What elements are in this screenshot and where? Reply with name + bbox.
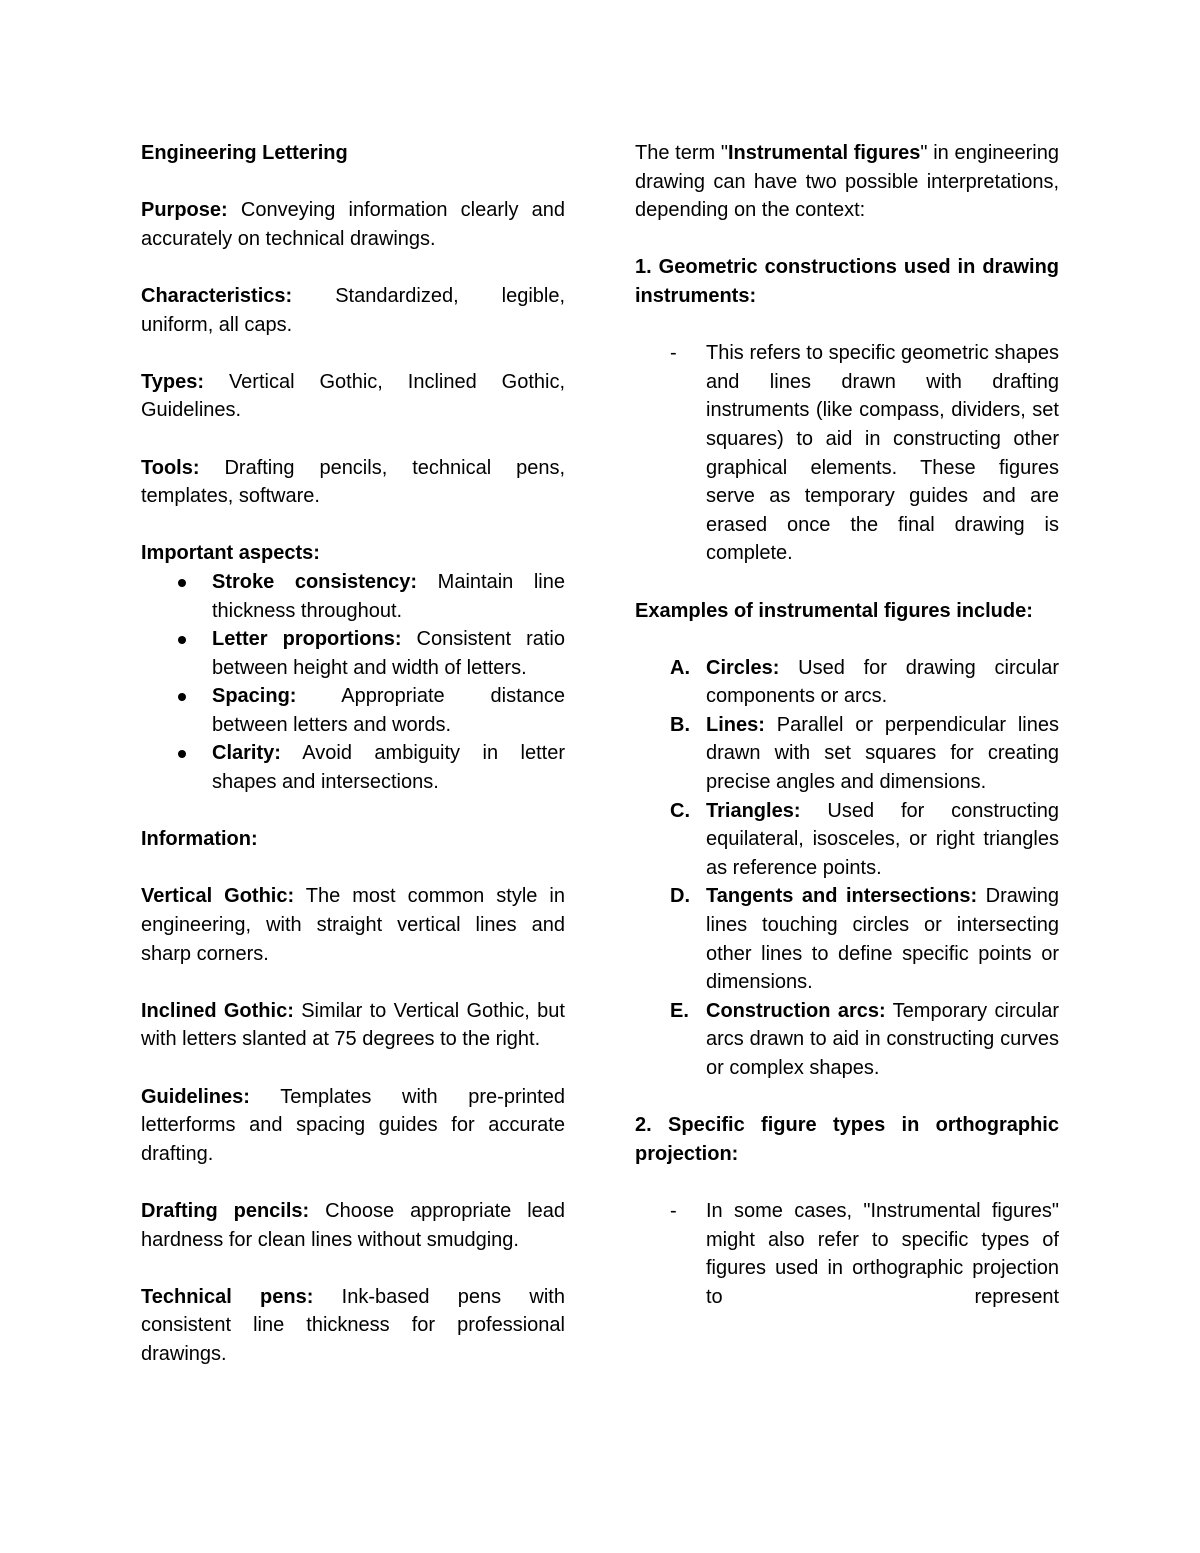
bullet-icon bbox=[178, 579, 186, 587]
aspect-item: Letter proportions: Consistent ratio between height and width of letters. bbox=[141, 625, 565, 682]
info-paragraph: Drafting pencils: Choose appropriate lead hardness for clean lines without smudging. bbox=[141, 1199, 566, 1251]
characteristics-paragraph: Characteristics: Standardized, legible, uniform, all caps. bbox=[141, 284, 566, 336]
section2-heading: 2. Specific figure types in orthographic projection: bbox=[635, 1114, 1059, 1165]
example-item: D. Tangents and intersections: Drawing lines touching circles or intersecting other lines to define specific points or dimensions. bbox=[670, 885, 1059, 994]
aspects-list bbox=[141, 568, 565, 797]
examples-list bbox=[635, 654, 1059, 1083]
tools-paragraph: Tools: Drafting pencils, technical pens, templates, software. bbox=[141, 456, 566, 508]
section1-dash-item: - This refers to specific geometric shapes and lines drawn with drafting instruments (like compass, dividers, set squares) to aid in constructing other graphical elements. These figures serve as temporary guides and are erased once the final drawing is complete. bbox=[635, 339, 1059, 568]
types-paragraph: Types: Vertical Gothic, Inclined Gothic, Guidelines. bbox=[141, 370, 565, 422]
information-heading: Information: bbox=[141, 828, 258, 851]
example-item: A. Circles: Used for drawing circular components or arcs. bbox=[670, 656, 1059, 708]
left-column bbox=[141, 139, 565, 1397]
bullet-icon bbox=[178, 636, 186, 644]
example-item: C. Triangles: Used for constructing equilateral, isosceles, or right triangles as reference points. bbox=[670, 799, 1059, 879]
bullet-icon bbox=[178, 750, 186, 758]
info-paragraph: Guidelines: Templates with pre-printed letterforms and spacing guides for accurate drafting. bbox=[141, 1085, 565, 1165]
right-column bbox=[635, 139, 1059, 1340]
info-paragraph: Technical pens: Ink-based pens with consistent line thickness for professional drawings. bbox=[141, 1285, 565, 1365]
section2-dash-item: - In some cases, "Instrumental figures" might also refer to specific types of figures used in orthographic projection to represent bbox=[635, 1197, 1059, 1311]
dash-marker: - bbox=[670, 342, 677, 365]
purpose-paragraph: Purpose: Conveying information clearly and accurately on technical drawings. bbox=[141, 199, 565, 250]
dash-marker: - bbox=[670, 1199, 677, 1222]
examples-heading: Examples of instrumental figures include: bbox=[635, 599, 1033, 622]
document-title: Engineering Lettering bbox=[141, 142, 348, 164]
important-aspects-heading: Important aspects: bbox=[141, 542, 320, 565]
aspect-item: Clarity: Avoid ambiguity in letter shapes and intersections. bbox=[141, 739, 565, 796]
example-item: E. Construction arcs: Temporary circular arcs drawn to aid in constructing curves or complex shapes. bbox=[670, 999, 1059, 1079]
info-paragraph: Inclined Gothic: Similar to Vertical Gothic, but with letters slanted at 75 degrees to the right. bbox=[141, 999, 565, 1051]
section1-heading: 1. Geometric constructions used in drawing instruments: bbox=[635, 256, 1059, 307]
aspect-item: Spacing: Appropriate distance between letters and words. bbox=[141, 682, 565, 739]
example-item: B. Lines: Parallel or perpendicular lines drawn with set squares for creating precise angles and dimensions. bbox=[670, 713, 1059, 794]
bullet-icon bbox=[178, 693, 186, 701]
info-paragraph: Vertical Gothic: The most common style in engineering, with straight vertical lines and sharp corners. bbox=[141, 885, 565, 965]
intro-paragraph: The term "Instrumental figures" in engineering drawing can have two possible interpretations, depending on the context: bbox=[635, 142, 1059, 222]
aspect-item: Stroke consistency: Maintain line thickness throughout. bbox=[141, 568, 565, 625]
